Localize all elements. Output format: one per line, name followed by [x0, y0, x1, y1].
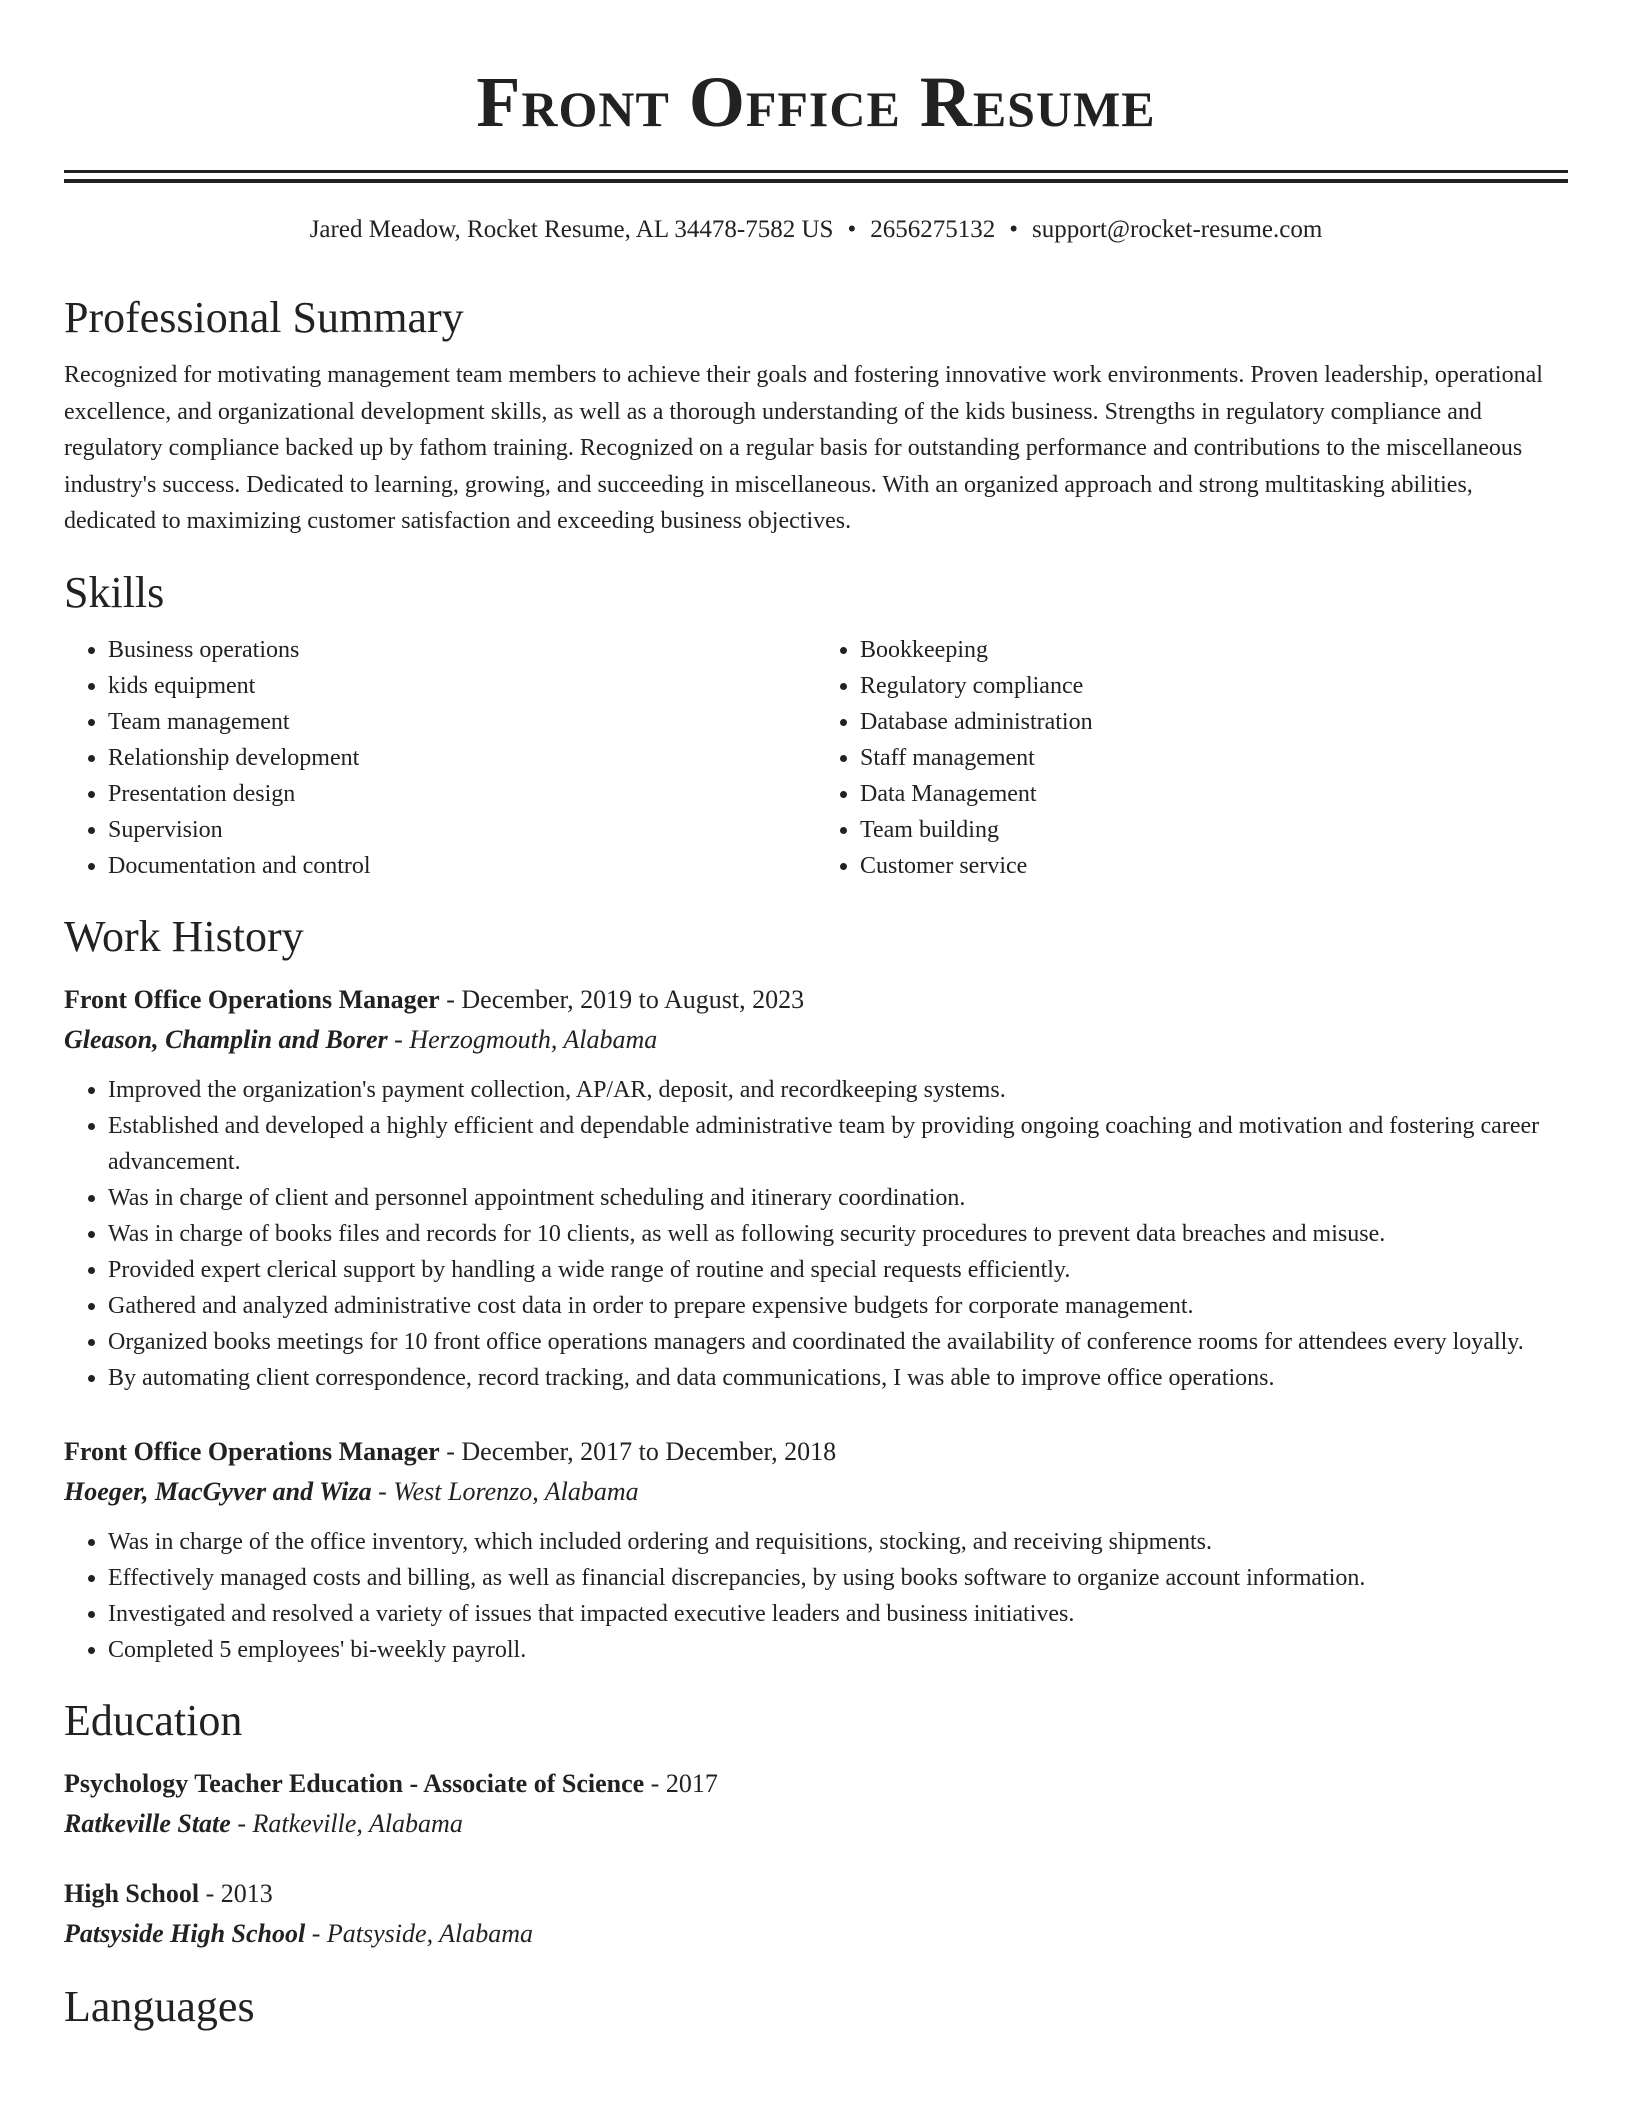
dash: -: [199, 1878, 221, 1908]
job-entry: [64, 980, 1568, 1396]
resume-title: Front Office Resume: [476, 62, 1156, 142]
job-bullet: • Was in charge of books files and records for 10 clients, as well as following security procedures to prevent data breaches and misuse.: [108, 1216, 1568, 1252]
skill-item: • Database administration: [860, 704, 1568, 740]
skills-columns: [64, 632, 1568, 884]
work-history-section: [64, 910, 1568, 1668]
skills-right-list: [816, 632, 1568, 884]
job-company: Hoeger, MacGyver and Wiza: [64, 1476, 372, 1506]
skill-item: • Team management: [108, 704, 816, 740]
job-dates: December, 2017 to December, 2018: [461, 1436, 837, 1466]
skill-item: • Business operations: [108, 632, 816, 668]
skill-item: • Team building: [860, 812, 1568, 848]
job-role: Front Office Operations Manager: [64, 984, 440, 1014]
summary-text: Recognized for motivating management team members to achieve their goals and fostering innovative work environments. Proven leadership, operational excellence, and organizational development skills, as well as a thorough understanding of the kids business. Strengths in regulatory compliance and regulatory compliance backed up by fathom training. Recognized on a regular basis for outstanding performance and contributions to the miscellaneous industry's success. Dedicated to learning, growing, and succeeding in miscellaneous. With an organized approach and strong multitasking abilities, dedicated to maximizing customer satisfaction and exceeding business objectives.: [64, 362, 1543, 534]
skills-left-list: [64, 632, 816, 884]
skill-item: • Customer service: [860, 848, 1568, 884]
job-bullet: • By automating client correspondence, record tracking, and data communications, I was able to improve office operations.: [108, 1360, 1568, 1396]
summary-section: [64, 291, 1568, 540]
job-bullet: • Investigated and resolved a variety of issues that impacted executive leaders and business initiatives.: [108, 1596, 1568, 1632]
job-bullet: • Completed 5 employees' bi-weekly payroll.: [108, 1632, 1568, 1668]
job-bullet: • Gathered and analyzed administrative cost data in order to prepare expensive budgets for corporate management.: [108, 1288, 1568, 1324]
dash: -: [439, 984, 462, 1014]
school-location: Patsyside, Alabama: [326, 1918, 533, 1948]
skill-item: • Presentation design: [108, 776, 816, 812]
languages-heading: Languages: [64, 1981, 255, 2031]
contact-separator: •: [1009, 216, 1018, 243]
contact-address: Jared Meadow, Rocket Resume, AL 34478-7582 US: [309, 216, 834, 243]
summary-heading: Professional Summary: [64, 293, 464, 342]
skill-item: • Regulatory compliance: [860, 668, 1568, 704]
degree-name: High School: [64, 1878, 200, 1908]
degree-name: Psychology Teacher Education - Associate of Science: [64, 1768, 645, 1798]
job-company-line: [64, 1472, 1568, 1512]
job-title-line: [64, 980, 1568, 1020]
job-location: Herzogmouth, Alabama: [409, 1024, 658, 1054]
work-history-heading: Work History: [64, 911, 304, 961]
job-bullet: • Provided expert clerical support by handling a wide range of routine and special requests efficiently.: [108, 1252, 1568, 1288]
contact-separator: •: [847, 216, 857, 243]
dash: -: [644, 1768, 666, 1798]
dash: -: [305, 1918, 327, 1948]
dash: -: [439, 1436, 462, 1466]
degree-year: 2013: [220, 1878, 273, 1908]
dash: -: [371, 1476, 394, 1506]
skill-item: • Relationship development: [108, 740, 816, 776]
education-heading: Education: [64, 1695, 243, 1745]
school-name: Ratkeville State: [64, 1808, 231, 1838]
skill-item: • Supervision: [108, 812, 816, 848]
school-line: [64, 1914, 1568, 1954]
dash: -: [230, 1808, 253, 1838]
job-bullet: • Organized books meetings for 10 front office operations managers and coordinated the availability of conference rooms for attendees every loyally.: [108, 1324, 1568, 1360]
skill-item: • Staff management: [860, 740, 1568, 776]
job-bullet: • Established and developed a highly efficient and dependable administrative team by providing ongoing coaching and motivation and fostering career advancement.: [108, 1108, 1568, 1180]
school-location: Ratkeville, Alabama: [252, 1808, 463, 1838]
school-line: [64, 1804, 1568, 1844]
job-bullet: • Was in charge of the office inventory, which included ordering and requisitions, stocking, and receiving shipments.: [108, 1524, 1568, 1560]
contact-email: support@rocket-resume.com: [1032, 216, 1323, 243]
job-role: Front Office Operations Manager: [64, 1436, 440, 1466]
job-bullets: [64, 1072, 1568, 1396]
skills-heading: Skills: [64, 567, 165, 617]
skill-item: • kids equipment: [108, 668, 816, 704]
skill-item: • Bookkeeping: [860, 632, 1568, 668]
job-bullet: • Was in charge of client and personnel appointment scheduling and itinerary coordination.: [108, 1180, 1568, 1216]
skill-item: • Data Management: [860, 776, 1568, 812]
title-double-rule: [64, 170, 1568, 183]
dash: -: [387, 1024, 410, 1054]
skills-section: [64, 566, 1568, 884]
job-bullet: • Effectively managed costs and billing, as well as financial discrepancies, by using books software to organize account information.: [108, 1560, 1568, 1596]
school-name: Patsyside High School: [64, 1918, 306, 1948]
job-bullets: [64, 1524, 1568, 1668]
degree-line: [64, 1764, 1568, 1804]
job-bullet: • Improved the organization's payment collection, AP/AR, deposit, and recordkeeping systems.: [108, 1072, 1568, 1108]
degree-line: [64, 1874, 1568, 1914]
job-company: Gleason, Champlin and Borer: [64, 1024, 388, 1054]
degree-year: 2017: [665, 1768, 718, 1798]
job-dates: December, 2019 to August, 2023: [461, 984, 805, 1014]
education-section: [64, 1694, 1568, 1954]
skill-item: • Documentation and control: [108, 848, 816, 884]
job-location: West Lorenzo, Alabama: [393, 1476, 639, 1506]
contact-phone: 2656275132: [870, 216, 996, 243]
languages-section: [64, 1980, 1568, 2034]
education-entry: [64, 1764, 1568, 1844]
job-entry: [64, 1432, 1568, 1668]
job-company-line: [64, 1020, 1568, 1060]
education-entry: [64, 1874, 1568, 1954]
contact-line: [64, 213, 1568, 247]
job-title-line: [64, 1432, 1568, 1472]
